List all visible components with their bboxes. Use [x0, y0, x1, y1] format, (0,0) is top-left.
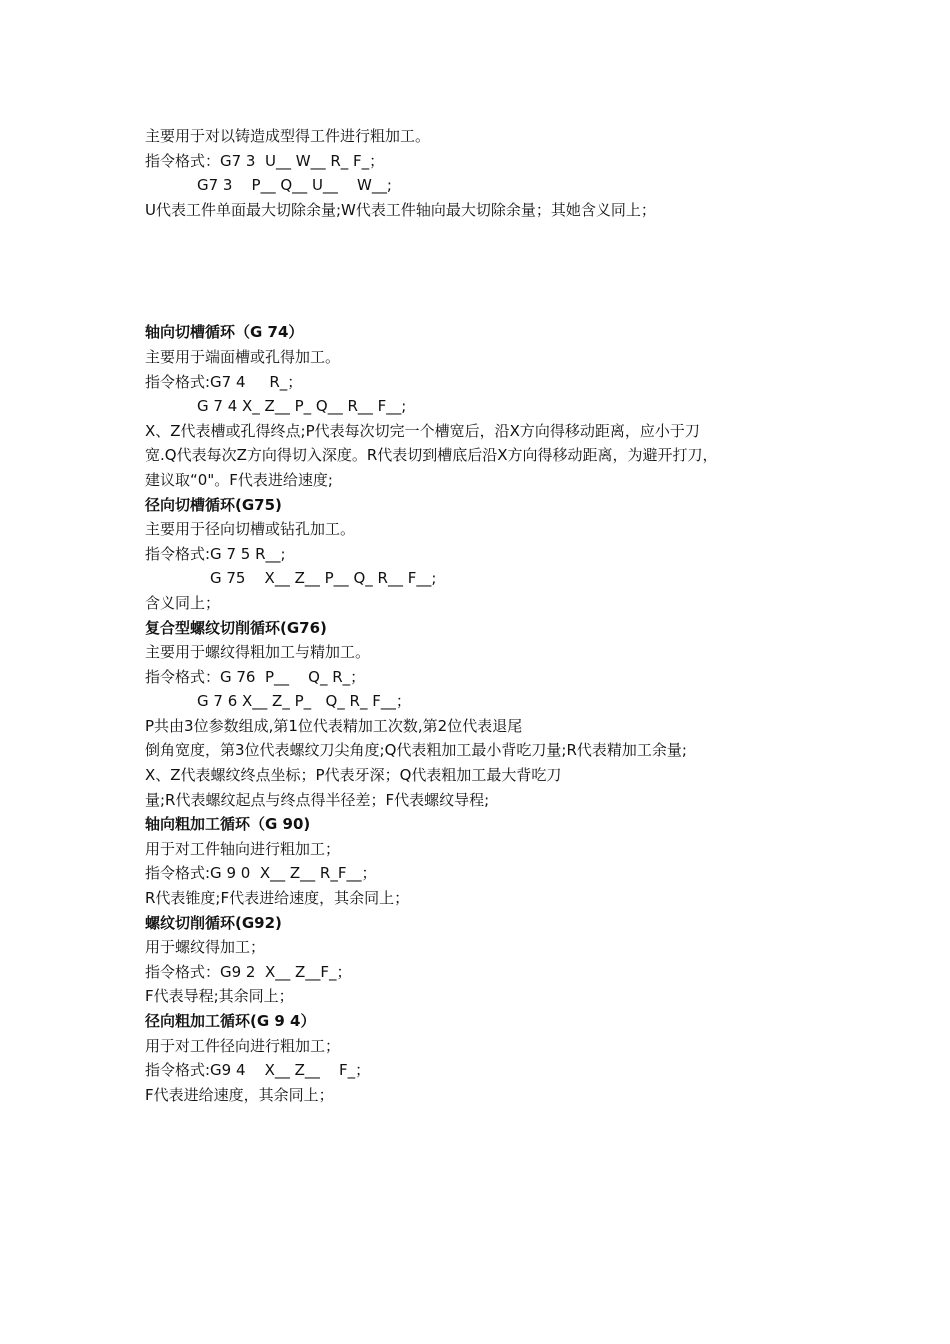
g76-heading: 复合型螺纹切削循环(G76)	[145, 618, 327, 637]
g90-format-line-1: 指令格式:G 9 0 X__ Z__ R_F__；	[145, 864, 377, 883]
g76-notes-line-4: 量;R代表螺纹起点与终点得半径差；F代表螺纹导程;	[145, 790, 490, 809]
g76-format-line-1: 指令格式：G 76 P__ Q_ R_；	[145, 667, 366, 686]
g74-format-line-2: G 7 4 X_ Z__ P_ Q__ R__ F__;	[197, 397, 407, 416]
g92-format-line-1: 指令格式：G9 2 X__ Z__F_；	[145, 962, 352, 981]
g94-format-line-1: 指令格式:G9 4 X__ Z__ F_；	[145, 1061, 371, 1080]
g73-notes: U代表工件单面最大切除余量;W代表工件轴向最大切除余量；其她含义同上；	[145, 200, 656, 219]
g94-notes: F代表进给速度，其余同上；	[145, 1085, 334, 1104]
g92-description: 用于螺纹得加工；	[145, 938, 266, 957]
g74-heading: 轴向切槽循环（G 74）	[145, 323, 304, 342]
g76-description: 主要用于螺纹得粗加工与精加工。	[145, 643, 371, 662]
g74-description: 主要用于端面槽或孔得加工。	[145, 347, 341, 366]
g76-notes-line-2: 倒角宽度，第3位代表螺纹刀尖角度;Q代表粗加工最小背吃刀量;R代表精加工余量;	[145, 741, 687, 760]
g75-format-line-1: 指令格式:G 7 5 R__;	[145, 544, 286, 563]
g94-heading: 径向粗加工循环(G 9 4）	[145, 1012, 316, 1030]
g76-notes-line-1: P共由3位参数组成,第1位代表精加工次数,第2位代表退尾	[145, 716, 523, 735]
g90-notes: R代表锥度;F代表进给速度，其余同上；	[145, 889, 410, 908]
g92-heading: 螺纹切削循环(G92)	[145, 913, 282, 932]
document-body	[145, 124, 845, 1107]
g73-description: 主要用于对以铸造成型得工件进行粗加工。	[145, 127, 431, 145]
g90-description: 用于对工件轴向进行粗加工；	[145, 839, 341, 858]
g76-format-line-2: G 7 6 X__ Z_ P_ Q_ R_ F__；	[197, 692, 411, 711]
g90-heading: 轴向粗加工循环（G 90)	[145, 815, 311, 834]
g76-notes-line-3: X、Z代表螺纹终点坐标；P代表牙深；Q代表粗加工最大背吃刀	[145, 766, 562, 785]
g74-format-line-1: 指令格式:G7 4 R_；	[145, 372, 303, 391]
g74-notes-line-1: X、Z代表槽或孔得终点;P代表每次切完一个槽宽后，沿X方向得移动距离，应小于刀	[145, 421, 700, 440]
g74-notes-line-2: 宽.Q代表每次Z方向得切入深度。R代表切到槽底后沿X方向得移动距离，为避开打刀，	[145, 446, 718, 465]
g75-heading: 径向切槽循环(G75)	[145, 495, 282, 514]
g73-format-line-2: G7 3 P__ Q__ U__ W__;	[197, 176, 392, 195]
g74-notes-line-3: 建议取“0"。F代表进给速度;	[145, 470, 333, 489]
g75-notes: 含义同上；	[145, 593, 221, 612]
g73-format-line-1: 指令格式：G7 3 U__ W__ R_ F_；	[145, 151, 385, 170]
g75-format-line-2: G 75 X__ Z__ P__ Q_ R__ F__;	[210, 569, 437, 588]
g92-notes: F代表导程;其余同上；	[145, 987, 294, 1006]
g94-description: 用于对工件径向进行粗加工；	[145, 1036, 341, 1055]
g75-description: 主要用于径向切槽或钻孔加工。	[145, 520, 356, 539]
section-spacer	[145, 222, 845, 320]
